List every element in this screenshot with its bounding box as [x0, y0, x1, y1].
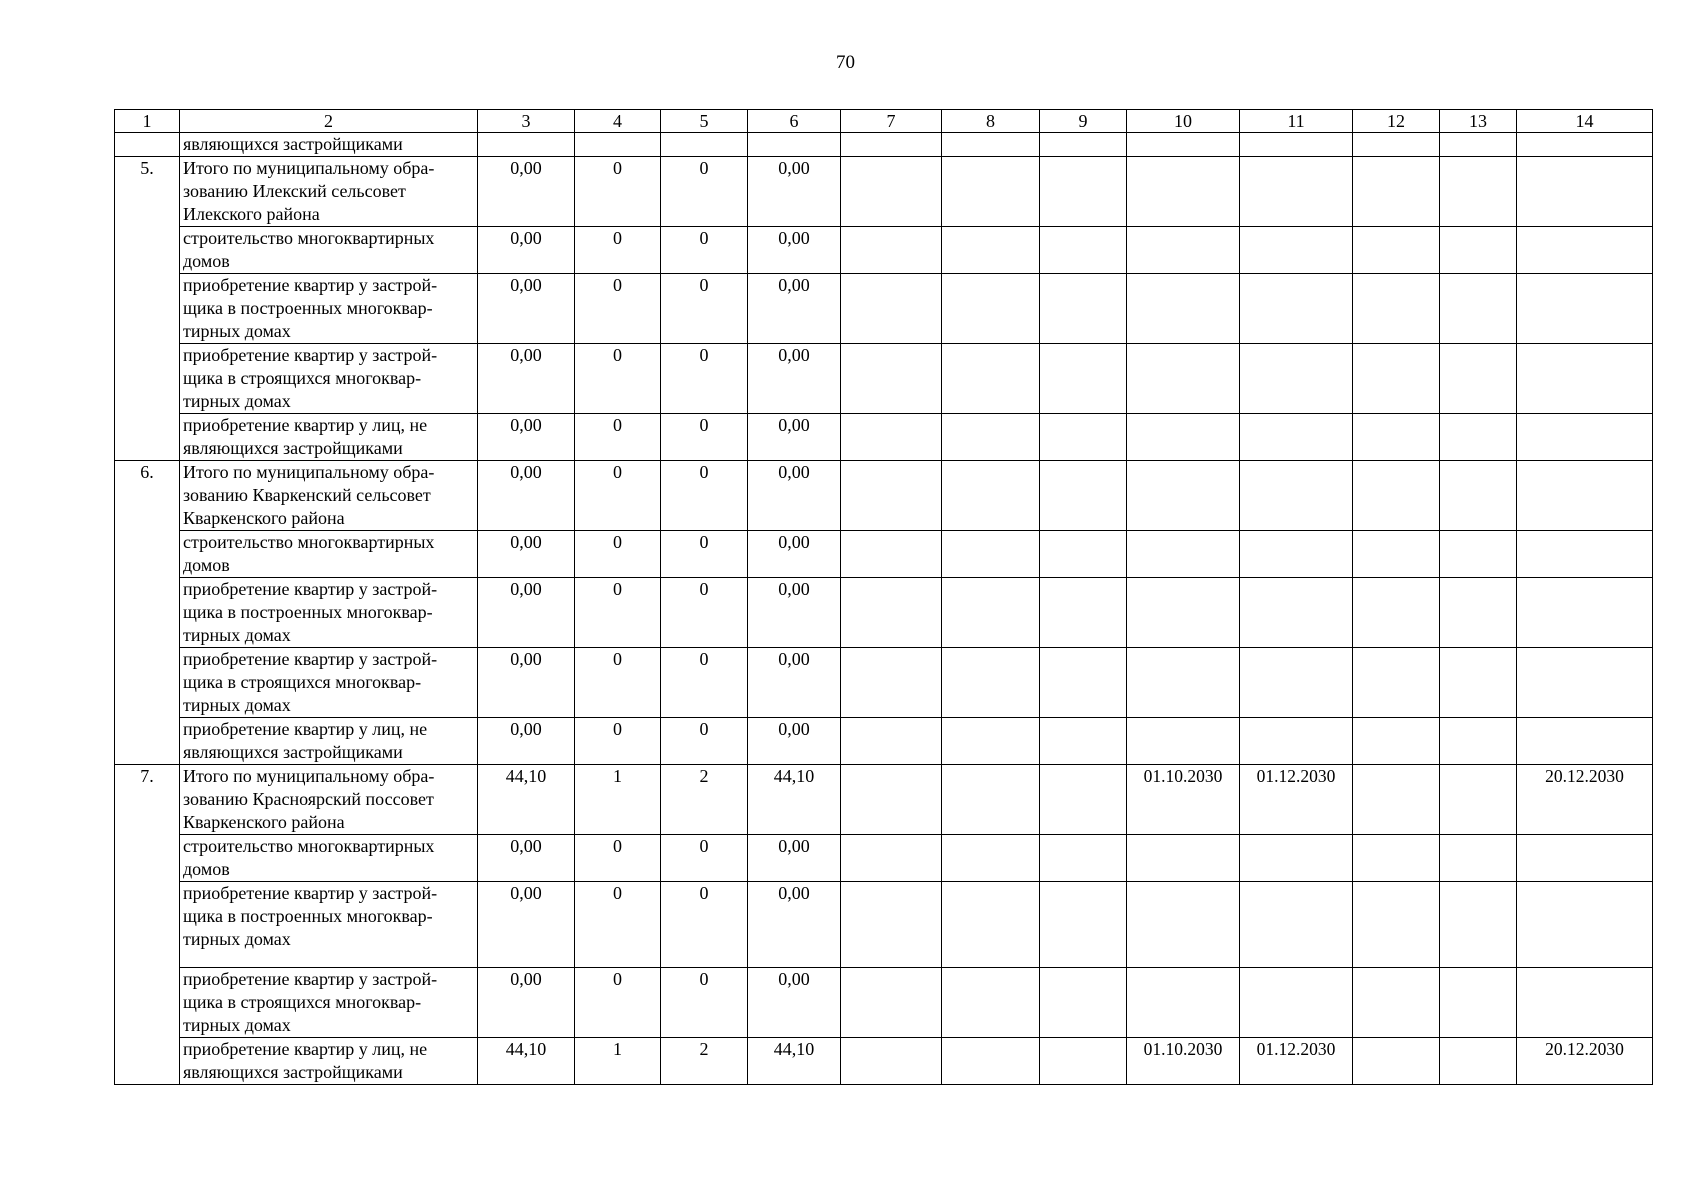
empty-cell: [1353, 157, 1440, 227]
cell-c4: 0: [575, 648, 661, 718]
cell-c3: 44,10: [478, 1038, 575, 1085]
empty-cell: [841, 531, 942, 578]
column-header: 2: [180, 110, 478, 133]
table-row: [115, 344, 1653, 414]
cell-c5: 0: [661, 461, 748, 531]
cell-c3: 0,00: [478, 414, 575, 461]
cell-c4: 0: [575, 157, 661, 227]
empty-cell: [942, 531, 1040, 578]
cell-c10: [1127, 718, 1240, 765]
table-row: [115, 414, 1653, 461]
cell-c4: 0: [575, 578, 661, 648]
cell-c14: 20.12.2030: [1517, 1038, 1653, 1085]
empty-cell: [1440, 578, 1517, 648]
table-row: [115, 648, 1653, 718]
empty-cell: [1440, 157, 1517, 227]
row-description: приобретение квартир у лиц, не являющихся застройщиками: [180, 718, 478, 765]
empty-cell: [841, 835, 942, 882]
cell-c3: 0,00: [478, 968, 575, 1038]
empty-cell: [841, 414, 942, 461]
empty-cell: [1353, 1038, 1440, 1085]
cell-c3: 0,00: [478, 882, 575, 968]
cell-c4: 1: [575, 1038, 661, 1085]
table-row: [115, 968, 1653, 1038]
cell-c5: 0: [661, 968, 748, 1038]
cell-c14: [1517, 648, 1653, 718]
empty-cell: [1040, 274, 1127, 344]
cell-c10: [1127, 461, 1240, 531]
empty-cell: [1040, 718, 1127, 765]
empty-cell: [1353, 414, 1440, 461]
cell-c5: 0: [661, 344, 748, 414]
empty-cell: [841, 461, 942, 531]
empty-cell: [942, 968, 1040, 1038]
empty-cell: [1440, 414, 1517, 461]
cell-c11: [1240, 344, 1353, 414]
cell-c4: 0: [575, 531, 661, 578]
empty-cell: [1040, 1038, 1127, 1085]
table-row: [115, 578, 1653, 648]
empty-cell: [1040, 765, 1127, 835]
cell-c14: [1517, 274, 1653, 344]
cell-c11: [1240, 414, 1353, 461]
empty-cell: [942, 882, 1040, 968]
empty-cell: [1353, 718, 1440, 765]
row-number: 7.: [115, 765, 180, 1085]
page-number: 70: [836, 52, 855, 73]
empty-cell: [841, 1038, 942, 1085]
table-row: [115, 835, 1653, 882]
cell-c10: [1127, 274, 1240, 344]
cell-c10: [1127, 344, 1240, 414]
cell-c6: 0,00: [748, 414, 841, 461]
column-header: 11: [1240, 110, 1353, 133]
cell-c4: 0: [575, 227, 661, 274]
empty-cell: [942, 578, 1040, 648]
cell-c10: 01.10.2030: [1127, 765, 1240, 835]
cell-c11: [1240, 648, 1353, 718]
row-description: приобретение квартир у застрой-щика в построенных многоквар-тирных домах: [180, 274, 478, 344]
cell-c4: 0: [575, 835, 661, 882]
cell-c5: 0: [661, 274, 748, 344]
cell-c6: 0,00: [748, 578, 841, 648]
cell-c4: 0: [575, 461, 661, 531]
table-row: [115, 157, 1653, 227]
cell-c5: 0: [661, 648, 748, 718]
cell-c10: [1127, 578, 1240, 648]
empty-cell: [841, 227, 942, 274]
row-description: строительство многоквартирных домов: [180, 227, 478, 274]
empty-cell: [841, 578, 942, 648]
cell-c6: 0,00: [748, 227, 841, 274]
empty-cell: [1440, 531, 1517, 578]
empty-cell: [841, 344, 942, 414]
column-header: 10: [1127, 110, 1240, 133]
cell-c11: [1240, 227, 1353, 274]
column-header: 9: [1040, 110, 1127, 133]
cell-c6: 0,00: [748, 344, 841, 414]
column-header: 1: [115, 110, 180, 133]
cell-c4: 0: [575, 718, 661, 765]
row-description: строительство многоквартирных домов: [180, 835, 478, 882]
empty-cell: [1040, 461, 1127, 531]
cell-c6: 44,10: [748, 1038, 841, 1085]
empty-cell: [942, 227, 1040, 274]
row-description: строительство многоквартирных домов: [180, 531, 478, 578]
cell-c5: 0: [661, 718, 748, 765]
cell-c4: 1: [575, 765, 661, 835]
empty-cell: [942, 648, 1040, 718]
cell-c11: [1240, 133, 1353, 157]
table-row: [115, 718, 1653, 765]
empty-cell: [1353, 461, 1440, 531]
cell-c5: 0: [661, 578, 748, 648]
cell-c10: [1127, 968, 1240, 1038]
cell-c5: 0: [661, 227, 748, 274]
row-number: 6.: [115, 461, 180, 765]
cell-c10: [1127, 157, 1240, 227]
empty-cell: [1353, 648, 1440, 718]
cell-c4: [575, 133, 661, 157]
empty-cell: [841, 648, 942, 718]
table-row: [115, 461, 1653, 531]
cell-c14: [1517, 133, 1653, 157]
empty-cell: [1353, 133, 1440, 157]
column-header: 14: [1517, 110, 1653, 133]
cell-c14: [1517, 344, 1653, 414]
cell-c10: [1127, 835, 1240, 882]
empty-cell: [1440, 835, 1517, 882]
table-row: [115, 882, 1653, 968]
cell-c10: [1127, 133, 1240, 157]
empty-cell: [1440, 461, 1517, 531]
empty-cell: [1353, 765, 1440, 835]
empty-cell: [841, 157, 942, 227]
empty-cell: [1040, 227, 1127, 274]
cell-c11: [1240, 274, 1353, 344]
cell-c14: [1517, 157, 1653, 227]
column-header: 13: [1440, 110, 1517, 133]
empty-cell: [942, 718, 1040, 765]
empty-cell: [1440, 765, 1517, 835]
cell-c14: [1517, 835, 1653, 882]
row-number: 5.: [115, 157, 180, 461]
cell-c11: [1240, 718, 1353, 765]
cell-c3: 0,00: [478, 227, 575, 274]
empty-cell: [1040, 648, 1127, 718]
column-header: 6: [748, 110, 841, 133]
cell-c3: 0,00: [478, 531, 575, 578]
empty-cell: [1353, 968, 1440, 1038]
column-header: 4: [575, 110, 661, 133]
cell-c3: 0,00: [478, 718, 575, 765]
cell-c6: 0,00: [748, 968, 841, 1038]
column-header: 5: [661, 110, 748, 133]
empty-cell: [1440, 882, 1517, 968]
table-row: [115, 531, 1653, 578]
cell-c11: [1240, 578, 1353, 648]
empty-cell: [1040, 531, 1127, 578]
empty-cell: [1440, 1038, 1517, 1085]
row-description: приобретение квартир у застрой-щика в строящихся многоквар-тирных домах: [180, 648, 478, 718]
empty-cell: [942, 157, 1040, 227]
row-description: Итого по муниципальному обра-зованию Кваркенский сельсовет Кваркенского района: [180, 461, 478, 531]
empty-cell: [1040, 882, 1127, 968]
empty-cell: [841, 718, 942, 765]
empty-cell: [1040, 578, 1127, 648]
table-row: [115, 274, 1653, 344]
cell-c6: 0,00: [748, 882, 841, 968]
cell-c3: 0,00: [478, 835, 575, 882]
cell-c6: 0,00: [748, 648, 841, 718]
column-header: 8: [942, 110, 1040, 133]
empty-cell: [1440, 344, 1517, 414]
empty-cell: [841, 968, 942, 1038]
empty-cell: [942, 835, 1040, 882]
cell-c5: 0: [661, 157, 748, 227]
row-description: Итого по муниципальному обра-зованию Илекский сельсовет Илекского района: [180, 157, 478, 227]
cell-c3: 0,00: [478, 157, 575, 227]
cell-c14: [1517, 227, 1653, 274]
empty-cell: [841, 274, 942, 344]
cell-c4: 0: [575, 344, 661, 414]
empty-cell: [841, 133, 942, 157]
cell-c3: 0,00: [478, 648, 575, 718]
row-description: приобретение квартир у застрой-щика в строящихся многоквар-тирных домах: [180, 344, 478, 414]
empty-cell: [841, 882, 942, 968]
cell-c4: 0: [575, 882, 661, 968]
column-header: 12: [1353, 110, 1440, 133]
column-header: 3: [478, 110, 575, 133]
cell-c5: 2: [661, 1038, 748, 1085]
empty-cell: [1440, 718, 1517, 765]
cell-c11: 01.12.2030: [1240, 1038, 1353, 1085]
empty-cell: [1040, 835, 1127, 882]
empty-cell: [1040, 414, 1127, 461]
cell-c11: [1240, 461, 1353, 531]
empty-cell: [1440, 648, 1517, 718]
row-description: приобретение квартир у застрой-щика в построенных многоквар-тирных домах: [180, 578, 478, 648]
cell-c3: 0,00: [478, 461, 575, 531]
cell-c6: 0,00: [748, 274, 841, 344]
empty-cell: [1040, 133, 1127, 157]
empty-cell: [942, 344, 1040, 414]
cell-c3: 0,00: [478, 344, 575, 414]
cell-c3: [478, 133, 575, 157]
empty-cell: [1353, 882, 1440, 968]
cell-c11: [1240, 531, 1353, 578]
cell-c6: 0,00: [748, 461, 841, 531]
empty-cell: [1353, 835, 1440, 882]
cell-c11: [1240, 835, 1353, 882]
cell-c10: 01.10.2030: [1127, 1038, 1240, 1085]
empty-cell: [1040, 344, 1127, 414]
column-number-row: [115, 110, 1653, 133]
empty-cell: [1440, 968, 1517, 1038]
column-header: 7: [841, 110, 942, 133]
data-table: [114, 109, 1653, 1085]
cell-c6: 0,00: [748, 531, 841, 578]
cell-c3: 0,00: [478, 578, 575, 648]
cell-c14: [1517, 461, 1653, 531]
cell-c4: 0: [575, 968, 661, 1038]
empty-cell: [1353, 344, 1440, 414]
empty-cell: [1353, 274, 1440, 344]
cell-c6: 44,10: [748, 765, 841, 835]
cell-c10: [1127, 882, 1240, 968]
empty-cell: [942, 414, 1040, 461]
table-row: [115, 765, 1653, 835]
cell-c5: 0: [661, 531, 748, 578]
empty-cell: [1353, 531, 1440, 578]
empty-cell: [942, 461, 1040, 531]
empty-cell: [1440, 133, 1517, 157]
empty-cell: [1353, 578, 1440, 648]
cell-c10: [1127, 227, 1240, 274]
row-description: Итого по муниципальному обра-зованию Красноярский поссовет Кваркенского района: [180, 765, 478, 835]
cell-c14: [1517, 531, 1653, 578]
cell-c3: 0,00: [478, 274, 575, 344]
empty-cell: [942, 274, 1040, 344]
cell-c4: 0: [575, 274, 661, 344]
cell-c14: 20.12.2030: [1517, 765, 1653, 835]
table-body: [115, 133, 1653, 1085]
empty-cell: [1440, 227, 1517, 274]
cell-c4: 0: [575, 414, 661, 461]
empty-cell: [1040, 968, 1127, 1038]
empty-cell: [841, 765, 942, 835]
row-description: приобретение квартир у застрой-щика в построенных многоквар-тирных домах: [180, 882, 478, 968]
empty-cell: [1353, 227, 1440, 274]
cell-c11: [1240, 968, 1353, 1038]
empty-cell: [1440, 274, 1517, 344]
cell-c6: 0,00: [748, 157, 841, 227]
cell-c6: [748, 133, 841, 157]
cell-c11: 01.12.2030: [1240, 765, 1353, 835]
table-row: [115, 1038, 1653, 1085]
empty-cell: [942, 133, 1040, 157]
empty-cell: [1040, 157, 1127, 227]
row-number: [115, 133, 180, 157]
cell-c10: [1127, 648, 1240, 718]
cell-c11: [1240, 882, 1353, 968]
cell-c3: 44,10: [478, 765, 575, 835]
cell-c14: [1517, 882, 1653, 968]
cell-c14: [1517, 718, 1653, 765]
table-row: [115, 133, 1653, 157]
cell-c14: [1517, 414, 1653, 461]
empty-cell: [942, 765, 1040, 835]
row-description: являющихся застройщиками: [180, 133, 478, 157]
cell-c5: 0: [661, 414, 748, 461]
cell-c14: [1517, 968, 1653, 1038]
cell-c6: 0,00: [748, 835, 841, 882]
cell-c10: [1127, 531, 1240, 578]
cell-c6: 0,00: [748, 718, 841, 765]
row-description: приобретение квартир у застрой-щика в строящихся многоквар-тирных домах: [180, 968, 478, 1038]
empty-cell: [942, 1038, 1040, 1085]
cell-c14: [1517, 578, 1653, 648]
cell-c11: [1240, 157, 1353, 227]
cell-c5: 0: [661, 882, 748, 968]
cell-c10: [1127, 414, 1240, 461]
row-description: приобретение квартир у лиц, не являющихся застройщиками: [180, 414, 478, 461]
row-description: приобретение квартир у лиц, не являющихся застройщиками: [180, 1038, 478, 1085]
cell-c5: 2: [661, 765, 748, 835]
cell-c5: 0: [661, 835, 748, 882]
table-row: [115, 227, 1653, 274]
cell-c5: [661, 133, 748, 157]
